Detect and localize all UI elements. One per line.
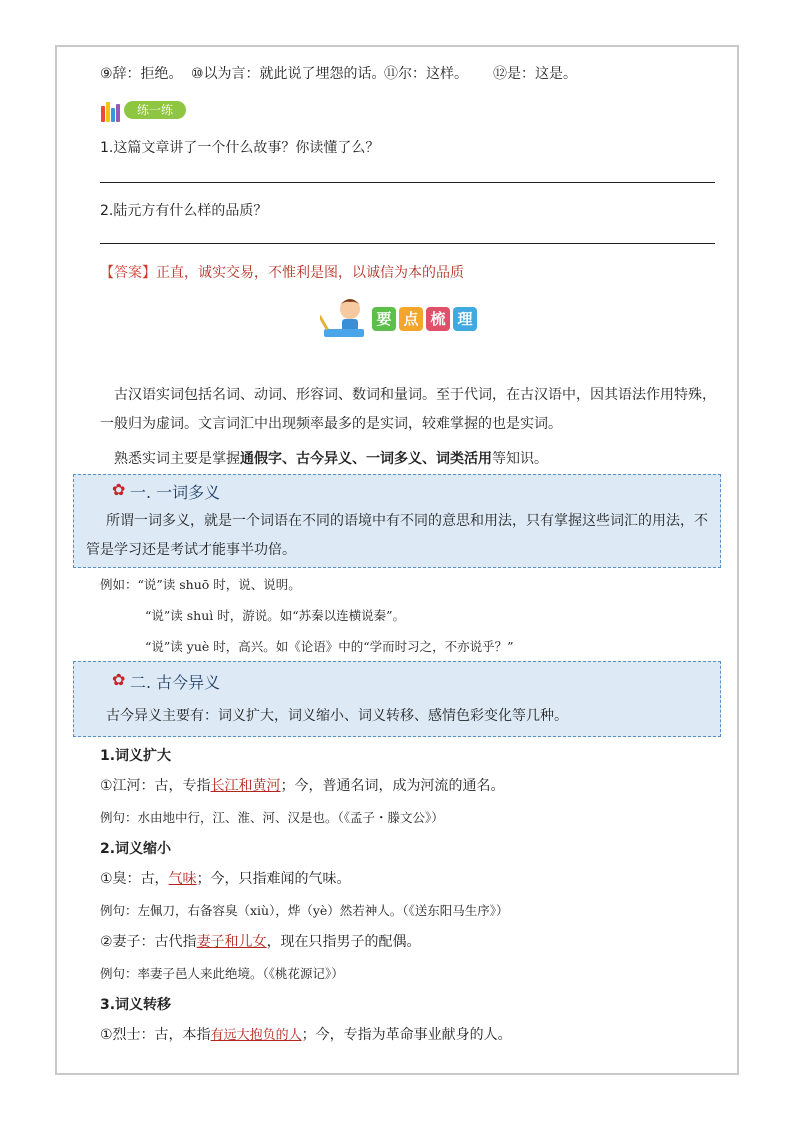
narrow-l1-red: 气味 [168,871,197,887]
intro-p2-c: 等知识。 [492,451,548,467]
narrow-line-2 [100,931,421,951]
narrow-title: 2.词义缩小 [100,841,172,857]
expand-line-b: ；今，普通名词，成为河流的通名。 [280,778,505,794]
example-1: 例如：“说”读 shuō 时，说、说明。 [100,577,301,592]
header-char-3: 梳 [426,307,450,331]
practice-badge [100,98,190,122]
narrow-l1-b: ；今，只指难闻的气味。 [196,871,351,887]
shift-l1-a: ①烈士：古，本指 [100,1027,211,1043]
answer-label: 【答案】 [100,265,156,281]
answer [100,262,464,282]
example-2: “说”读 shuì 时，游说。如“苏秦以连横说秦”。 [145,608,406,623]
expand-line [100,775,505,795]
expand-title: 1.词义扩大 [100,748,172,764]
section-2-box [73,661,721,737]
expand-line-red: 长江和黄河 [210,778,281,794]
narrow-line-1 [100,868,351,888]
header-char-4: 理 [453,307,477,331]
star-icon: ✿ [112,670,126,689]
intro-p2-bold: 通假字、古今异义、一词多义、词类活用 [240,451,492,467]
star-icon: ✿ [112,480,126,499]
note-10: ⑩以为言：就此说了埋怨的话。 [191,66,386,82]
shift-l1-b: ；今，专指为革命事业献身的人。 [301,1027,512,1043]
note-11: ⑪尔：这样。 [384,66,468,82]
expand-line-a: ①江河：古，专指 [100,778,211,794]
shift-line-1 [100,1024,512,1044]
expand-example: 例句：水由地中行，江、淮、河、汉是也。（《孟子・滕文公》） [100,810,444,825]
intro-paragraph-2 [114,448,548,468]
narrow-l2-a: ②妻子：古代指 [100,934,197,950]
student-icon [320,295,370,343]
pencils-icon [100,100,126,122]
intro-p2-a: 熟悉实词主要是掌握 [114,451,240,467]
section-2-title: 二. 古今异义 [130,673,221,692]
practice-label: 练一练 [124,101,186,119]
key-points-header [320,295,505,343]
example-3: “说”读 yuè 时，高兴。如《论语》中的“学而时习之，不亦说乎？” [145,639,514,654]
note-9: ⑨辞：拒绝。 [100,66,183,82]
section-2-body: 古今异义主要有：词义扩大，词义缩小、词义转移、感情色彩变化等几种。 [106,708,568,724]
narrow-example-1: 例句：左佩刀，右备容臭（xiù），烨（yè）然若神人。（《送东阳马生序》） [100,903,509,918]
question-1: 1.这篇文章讲了一个什么故事？你读懂了么？ [100,140,380,156]
shift-title: 3.词义转移 [100,997,172,1013]
answer-line-1 [100,182,715,183]
answer-text: 正直，诚实交易，不惟利是图，以诚信为本的品质 [156,265,464,281]
note-12: ⑫是：这是。 [493,66,577,82]
header-char-1: 要 [372,307,396,331]
section-1-box [73,474,721,568]
section-1-title: 一. 一词多义 [130,483,221,502]
section-1-body: 所谓一词多义，就是一个词语在不同的语境中有不同的意思和用法，只有掌握这些词汇的用法，不管是学习还是考试才能事半功倍。 [86,513,708,558]
question-2: 2.陆元方有什么样的品质？ [100,203,268,219]
narrow-l2-red: 妻子和儿女 [196,934,267,950]
narrow-l2-b: ，现在只指男子的配偶。 [266,934,421,950]
header-char-2: 点 [399,307,423,331]
shift-l1-red: 有远大抱负的人 [210,1028,302,1043]
narrow-l1-a: ①臭：古， [100,871,169,887]
answer-line-2 [100,243,715,244]
narrow-example-2: 例句：率妻子邑人来此绝境。（《桃花源记》） [100,966,344,981]
intro-paragraph-1: 古汉语实词包括名词、动词、形容词、数词和量词。至于代词，在古汉语中，因其语法作用特殊，一般归为虚词。文言词汇中出现频率最多的是实词，较难掌握的也是实词。 [100,387,716,432]
